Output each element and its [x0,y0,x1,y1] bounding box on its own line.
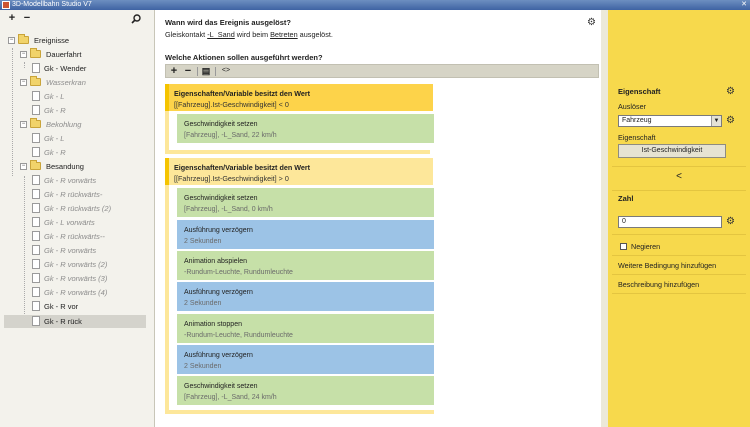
action-title: Geschwindigkeit setzen [184,383,258,390]
file-icon [32,175,40,185]
document-icon[interactable]: ▤ [201,66,211,76]
tree-node-dauerfahrt[interactable] [20,48,148,61]
condition-value: [[Fahrzeug].Ist-Geschwindigkeit] > 0 [174,174,289,183]
chevron-down-icon[interactable]: ▼ [711,116,721,126]
collapse-icon[interactable]: − [21,163,26,169]
folder-icon [30,78,41,86]
action-block[interactable] [177,282,434,311]
tree-node-label: Besandung [46,162,84,171]
tree-node-label: Gk - L vorwärts [44,218,95,227]
trigger-heading: Wann wird das Ereignis ausgelöst? [165,18,291,27]
folder-icon [30,162,41,170]
trigger-label: Auslöser [618,102,646,111]
gear-icon[interactable]: ⚙ [726,115,735,126]
trigger-description [165,30,333,39]
add-action-button[interactable]: + [170,65,178,77]
trigger-select[interactable] [618,115,722,127]
file-icon [32,91,40,101]
action-block[interactable] [177,114,434,143]
action-value: 2 Sekunden [184,238,222,245]
property-panel [608,10,750,427]
tree-node-event[interactable] [32,90,148,103]
collapse-icon[interactable]: − [21,121,26,127]
action-title: Geschwindigkeit setzen [184,195,258,202]
tree-node-ereignisse[interactable] [8,34,148,47]
file-icon [32,217,40,227]
file-icon [32,133,40,143]
event-editor [156,10,608,427]
tree-node-event[interactable] [32,174,148,187]
file-icon [32,147,40,157]
remove-event-button[interactable]: − [23,12,31,24]
condition-end [165,410,434,414]
condition-end [165,150,430,154]
tree-node-event[interactable] [32,230,148,243]
number-input[interactable]: 0 [618,216,722,228]
condition-title: Eigenschaften/Variable besitzt den Wert [174,163,311,172]
collapse-icon[interactable]: − [21,79,26,85]
tree-node-event[interactable] [32,300,148,313]
file-icon [32,301,40,311]
tree-node-event[interactable] [32,146,148,159]
app-icon [2,1,10,9]
tree-node-event[interactable] [32,286,148,299]
tree-node-besandung[interactable] [20,160,148,173]
action-value: 2 Sekunden [184,363,222,370]
file-icon [32,63,40,73]
property-label: Eigenschaft [618,133,656,142]
tree-node-label: Gk - L [44,134,65,143]
action-title: Animation abspielen [184,258,248,265]
code-view-button[interactable]: <> [221,67,231,74]
folder-icon [30,120,41,128]
operator-button[interactable]: < [676,171,682,182]
close-icon[interactable]: ✕ [741,1,747,8]
tree-node-label: Gk - R rückwärts (2) [44,204,112,213]
trigger-text: wird beim [234,30,271,39]
tree-node-label: Gk - R vorwärts [44,246,97,255]
title-bar [0,0,750,10]
action-title: Ausführung verzögern [184,227,253,234]
folder-icon [18,36,29,44]
file-icon [32,203,40,213]
tree-node-label: Wasserkran [46,78,86,87]
file-icon [32,287,40,297]
condition-block[interactable] [165,84,433,111]
tree-node-event[interactable] [32,244,148,257]
action-value: [Fahrzeug], -L_Sand, 22 km/h [184,132,277,139]
condition-bracket [165,111,169,151]
file-icon [32,316,40,326]
remove-action-button[interactable]: − [184,65,192,77]
tree-node-label: Gk - R rück [44,317,82,326]
tree-node-label: Ereignisse [34,36,70,45]
tree-node-label: Gk - R [44,106,66,115]
property-button[interactable]: Ist-Geschwindigkeit [618,144,726,158]
condition-value: [[Fahrzeug].Ist-Geschwindigkeit] < 0 [174,100,289,109]
trigger-text: ausgelöst. [297,30,333,39]
action-title: Geschwindigkeit setzen [184,121,258,128]
tree-node-label: Gk - R vor [44,302,79,311]
tree-node-event[interactable] [32,132,148,145]
file-icon [32,231,40,241]
tree-node-label: Bekohlung [46,120,82,129]
action-block[interactable] [177,314,434,343]
collapse-icon[interactable]: − [21,51,26,57]
action-title: Ausführung verzögern [184,352,253,359]
main-scrollbar[interactable] [601,10,608,427]
action-value: [Fahrzeug], -L_Sand, 0 km/h [184,206,273,213]
search-icon[interactable] [130,13,142,25]
file-icon [32,189,40,199]
action-block[interactable] [177,251,434,280]
gear-icon[interactable]: ⚙ [587,17,596,28]
action-block[interactable] [177,345,434,374]
actions-heading: Welche Aktionen sollen ausgeführt werden? [165,53,323,62]
tree-node-label: Gk - R vorwärts (2) [44,260,108,269]
trigger-text: Gleiskontakt [165,30,208,39]
event-type-link[interactable]: Betreten [270,30,298,39]
condition-title: Eigenschaften/Variable besitzt den Wert [174,89,311,98]
tree-node-label: Dauerfahrt [46,50,82,59]
action-title: Ausführung verzögern [184,289,253,296]
tree-node-event-selected[interactable] [4,315,146,328]
tree-node-event[interactable] [32,104,148,117]
tree-node-label: Gk - L [44,92,65,101]
file-icon [32,245,40,255]
negate-label: Negieren [631,242,661,251]
action-block[interactable] [177,220,434,249]
event-tree-panel [0,10,155,427]
action-block[interactable] [177,188,434,217]
tree-node-label: Gk - Wender [44,64,87,73]
contact-link[interactable]: -L_Sand [207,30,235,39]
tree-node-label: Gk - R rückwärts-- [44,232,105,241]
action-value: 2 Sekunden [184,300,222,307]
gear-icon[interactable]: ⚙ [726,216,735,227]
action-value: [Fahrzeug], -L_Sand, 24 km/h [184,394,277,401]
action-title: Animation stoppen [184,321,242,328]
actions-toolbar [165,64,599,78]
add-description-link[interactable]: Beschreibung hinzufügen [618,280,700,289]
tree-node-label: Gk - R rückwärts- [44,190,103,199]
file-icon [32,259,40,269]
folder-icon [30,50,41,58]
add-event-button[interactable]: + [8,12,16,24]
gear-icon[interactable]: ⚙ [726,86,735,97]
file-icon [32,105,40,115]
trigger-select-value: Fahrzeug [622,117,652,124]
condition-bracket [165,185,169,413]
tree-node-label: Gk - R [44,148,66,157]
tree-node-event[interactable] [32,216,148,229]
action-value: -Rundum-Leuchte, Rundumleuchte [184,269,293,276]
tree-node-event[interactable] [32,188,148,201]
collapse-icon[interactable]: − [9,37,14,43]
tree-node-event[interactable] [32,62,148,75]
tree-node-label: Gk - R vorwärts (4) [44,288,108,297]
tree-node-wasserkran[interactable] [20,76,148,89]
action-block[interactable] [177,376,434,405]
window-title: 3D-Modellbahn Studio V7 [12,1,92,8]
add-condition-link[interactable]: Weitere Bedingung hinzufügen [618,261,717,270]
tree-node-label: Gk - R vorwärts [44,176,97,185]
tree-toolbar [0,10,154,30]
number-title: Zahl [618,194,634,203]
tree-node-event[interactable] [32,258,148,271]
tree-node-event[interactable] [32,272,148,285]
tree-node-bekohlung[interactable] [20,118,148,131]
tree-node-event[interactable] [32,202,148,215]
tree-node-label: Gk - R vorwärts (3) [44,274,108,283]
panel-title: Eigenschaft [618,87,661,96]
condition-block[interactable] [165,158,433,185]
negate-checkbox[interactable] [620,243,627,250]
file-icon [32,273,40,283]
action-value: -Rundum-Leuchte, Rundumleuchte [184,332,293,339]
